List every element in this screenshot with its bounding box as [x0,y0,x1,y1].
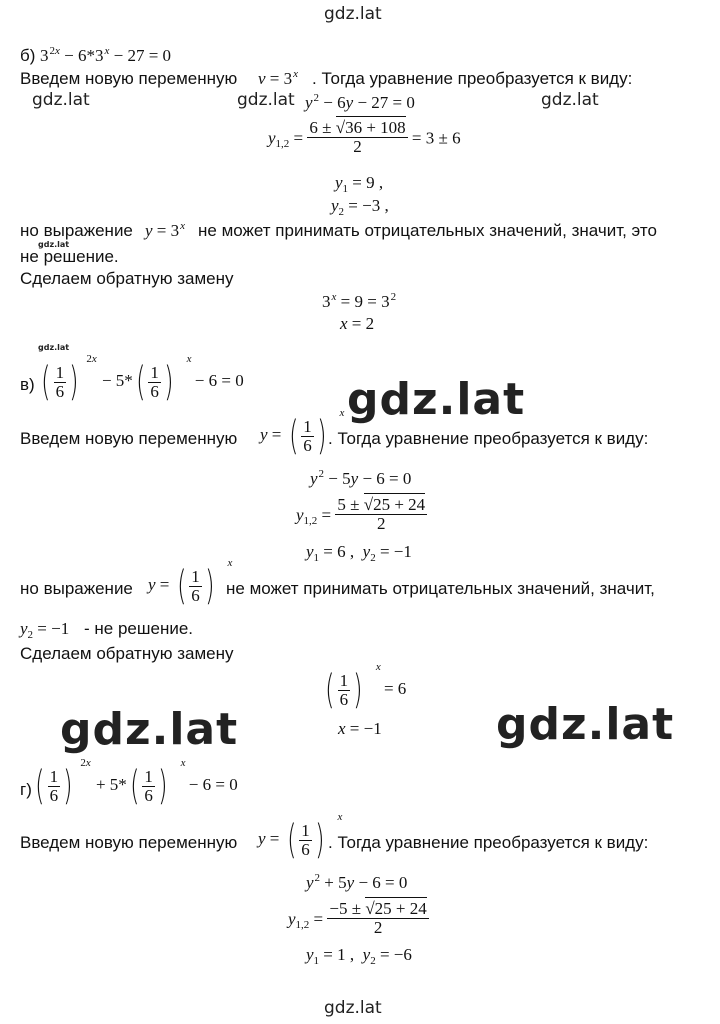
watermark-large: gdz.lat [60,704,239,755]
part-b-intro: Введем новую переменную [20,69,238,88]
part-g-intro: Введем новую переменную [20,833,238,852]
part-b-root-1: $y_1 = 9$ , [335,173,384,195]
part-v-but: но выражение [20,579,133,598]
part-v-rejected-root: $y_2 = -1$ [20,619,70,641]
part-v-roots-formula: $y_{1,2}$ = $\frac{5 \pm √25 + 24}{2}$ [296,495,426,533]
part-b-substitution: $v = 3^x$ [258,68,299,88]
part-b-cannot: не может принимать отрицательных значений, значит, это [198,221,657,240]
part-b-answer: x = 2 [340,314,375,333]
part-g-label: г) [20,780,32,799]
watermark-bottom: gdz.lat [324,998,382,1018]
part-v-expression: y = ( $\frac{1}{6}$ ) x [148,557,233,609]
part-v-equation: ( $\frac{1}{6}$ ) 2x − 5*( $\frac{1}{6}$ ) x − 6 = 0 [41,353,244,405]
watermark-small: gdz.lat [38,343,70,352]
watermark: gdz.lat [32,90,90,110]
watermark-large: gdz.lat [347,374,526,425]
part-b-reverse: Сделаем обратную замену [20,269,234,288]
part-b-reverse-eq: $3^x = 9 = 3^2$ [322,291,397,311]
part-v-substitution: y = ( $\frac{1}{6}$ ) x [260,407,345,459]
watermark-small: gdz.lat [38,240,70,249]
watermark: gdz.lat [541,90,599,110]
part-b-expression: $y = 3^x$ [145,220,186,240]
part-b-equation: $3^{2x} - 6*3^x - 27 = 0$ [40,45,172,65]
part-b-roots-formula: $y_{1,2}$ = $\frac{6 \pm √36 + 108}{2}$ = 3 ± 6 [268,118,461,156]
part-b-then: . Тогда уравнение преобразуется к виду: [312,69,633,88]
part-g-equation: ( $\frac{1}{6}$ ) 2x + 5*( $\frac{1}{6}$ ) x − 6 = 0 [35,757,238,809]
part-v-intro: Введем новую переменную [20,429,238,448]
watermark-top: gdz.lat [324,4,382,24]
part-b-root-2: $y_2 = -3$ , [331,196,389,218]
part-b-quadratic: $y^2 - 6y - 27 = 0$ [305,92,415,112]
part-g-roots-formula: $y_{1,2}$ = $\frac{-5 \pm √25 + 24}{2}$ [288,899,427,937]
part-g-roots: $y_1 = 1$ , $y_2 = -6$ [306,945,412,967]
part-v-roots: $y_1 = 6$ , $y_2 = -1$ [306,542,412,564]
part-v-reverse: Сделаем обратную замену [20,644,234,663]
part-v-label: в) [20,375,35,394]
part-g-substitution: y = ( $\frac{1}{6}$ ) x [258,811,343,863]
part-v-not-solution: - не решение. [84,619,194,638]
part-v-reverse-eq: ( $\frac{1}{6}$ ) x = 6 [325,661,407,713]
part-b-label: б) [20,46,36,65]
part-b-but: но выражение [20,221,133,240]
part-v-cannot: не может принимать отрицательных значений, значит, [226,579,655,598]
part-g-quadratic: $y^2 + 5y - 6 = 0$ [306,872,408,892]
part-v-answer: x = −1 [338,719,382,738]
part-g-then: . Тогда уравнение преобразуется к виду: [328,833,649,852]
part-v-then: . Тогда уравнение преобразуется к виду: [328,429,649,448]
watermark: gdz.lat [237,90,295,110]
part-v-quadratic: $y^2 - 5y - 6 = 0$ [310,468,412,488]
watermark-large: gdz.lat [496,699,675,750]
part-b-not-solution: не решение. [20,247,119,266]
